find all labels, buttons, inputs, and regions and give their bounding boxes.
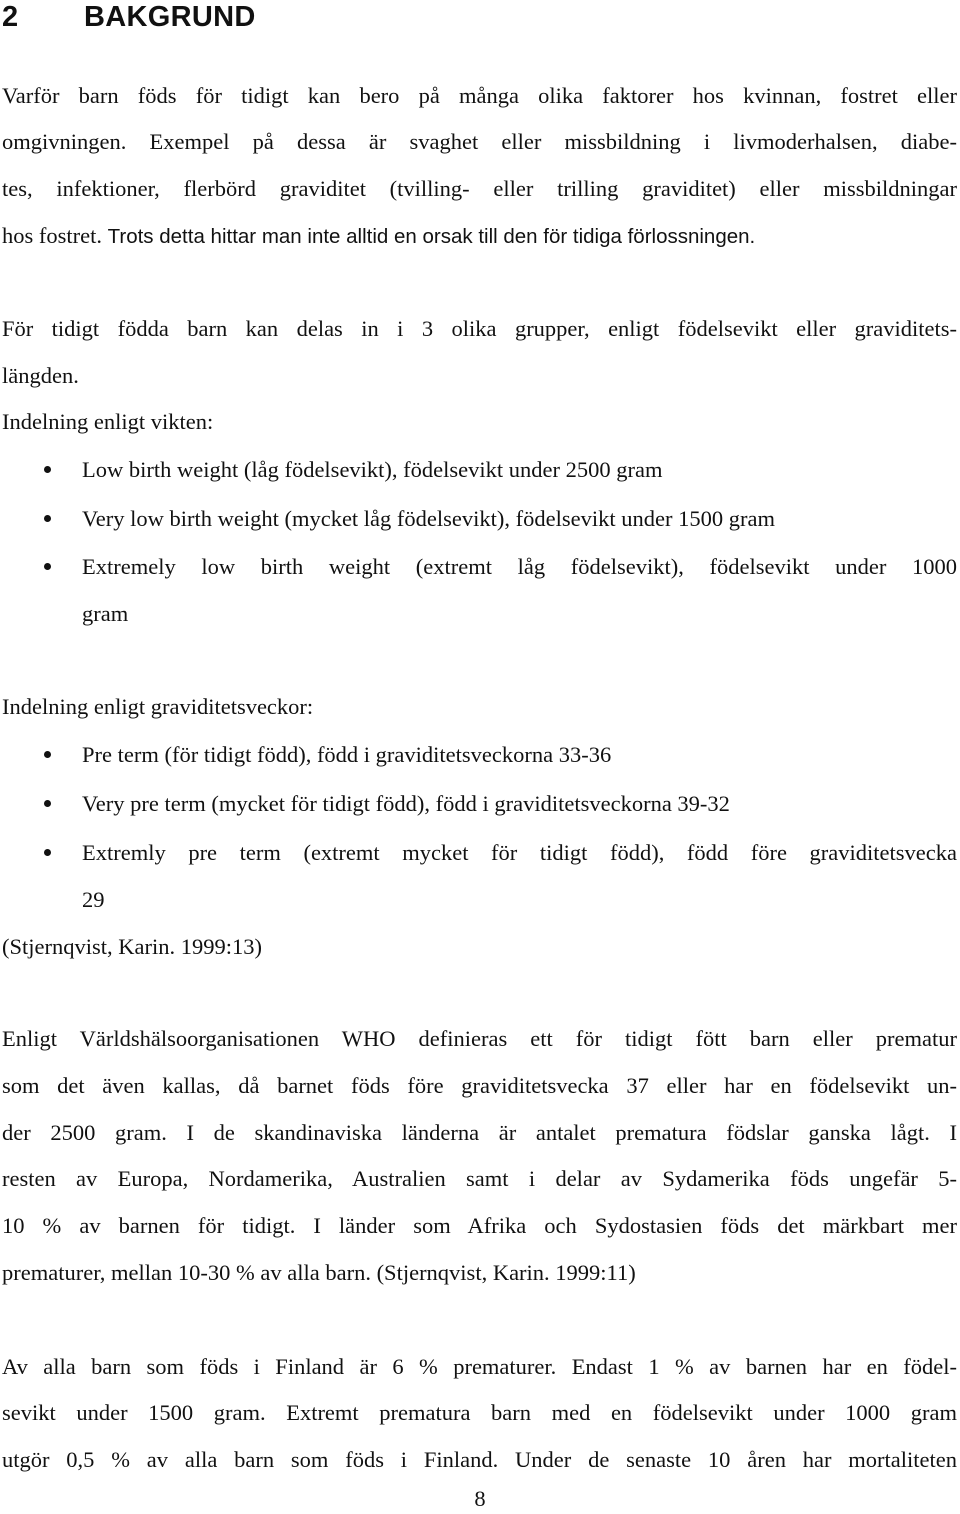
section-heading xyxy=(2,0,256,34)
weeks-section-intro: Indelning enligt graviditetsveckor: xyxy=(2,694,314,719)
weight-item-extremely-low-continued: gram xyxy=(82,601,129,626)
bullet-icon xyxy=(44,563,51,570)
weight-section-intro: Indelning enligt vikten: xyxy=(2,409,214,434)
paragraph-3-line-2: som det även kallas, då barnet föds före graviditetsvecka 37 eller har en födelsevikt un- xyxy=(2,1073,957,1098)
bullet-icon xyxy=(44,800,51,807)
weeks-item-extremely-pre-term: Extremly pre term (extremt mycket för tidigt född), född före graviditetsvecka xyxy=(82,840,957,865)
weeks-item-extremely-pre-term-continued: 29 xyxy=(82,887,105,912)
paragraph-1-line-4-text: hos fostret. Trots detta hittar man inte alltid en orsak till den för tidiga förlossningen. xyxy=(2,223,756,248)
paragraph-2-line-2: längden. xyxy=(2,363,79,388)
weight-item-very-low: Very low birth weight (mycket låg födelsevikt), födelsevikt under 1500 gram xyxy=(82,506,775,531)
bullet-icon xyxy=(44,515,51,522)
paragraph-3-line-4: resten av Europa, Nordamerika, Australien samt i delar av Sydamerika föds ungefär 5- xyxy=(2,1166,957,1191)
paragraph-1-line-3: tes, infektioner, flerbörd graviditet (tvilling- eller trilling graviditet) eller missbildningar xyxy=(2,176,957,201)
weight-item-low: Low birth weight (låg födelsevikt), födelsevikt under 2500 gram xyxy=(82,457,663,482)
section-title: BAKGRUND xyxy=(84,1,256,33)
paragraph-1-line-1: Varför barn föds för tidigt kan bero på många olika faktorer hos kvinnan, fostret eller xyxy=(2,83,957,108)
weeks-item-very-pre-term: Very pre term (mycket för tidigt född), född i graviditetsveckorna 39-32 xyxy=(82,791,730,816)
weeks-item-pre-term: Pre term (för tidigt född), född i graviditetsveckorna 33-36 xyxy=(82,742,612,767)
section-number: 2 xyxy=(2,1,19,33)
weeks-citation: (Stjernqvist, Karin. 1999:13) xyxy=(2,934,262,959)
paragraph-4-line-2: sevikt under 1500 gram. Extremt prematura barn med en födelsevikt under 1000 gram xyxy=(2,1400,957,1425)
paragraph-3-line-3: der 2500 gram. I de skandinaviska länderna är antalet prematura födslar ganska lågt. I xyxy=(2,1120,957,1145)
bullet-icon xyxy=(44,751,51,758)
paragraph-3-line-6: prematurer, mellan 10-30 % av alla barn. (Stjernqvist, Karin. 1999:11) xyxy=(2,1260,636,1285)
paragraph-1-line-2: omgivningen. Exempel på dessa är svaghet eller missbildning i livmoderhalsen, diabe- xyxy=(2,129,957,154)
page-number: 8 xyxy=(474,1486,486,1511)
paragraph-3-line-1: Enligt Världshälsoorganisationen WHO definieras ett för tidigt fött barn eller prematur xyxy=(2,1026,957,1051)
weight-item-extremely-low: Extremely low birth weight (extremt låg födelsevikt), födelsevikt under 1000 xyxy=(82,554,957,579)
bullet-icon xyxy=(44,849,51,856)
bullet-icon xyxy=(44,466,51,473)
paragraph-4-line-1: Av alla barn som föds i Finland är 6 % prematurer. Endast 1 % av barnen har en födel- xyxy=(2,1354,957,1379)
paragraph-4-line-3: utgör 0,5 % av alla barn som föds i Finland. Under de senaste 10 åren har mortaliteten xyxy=(2,1447,957,1472)
paragraph-2-line-1: För tidigt födda barn kan delas in i 3 olika grupper, enligt födelsevikt eller graviditets- xyxy=(2,316,957,341)
paragraph-3-line-5: 10 % av barnen för tidigt. I länder som Afrika och Sydostasien föds det märkbart mer xyxy=(2,1213,957,1238)
paragraph-1-line-4 xyxy=(2,221,755,252)
